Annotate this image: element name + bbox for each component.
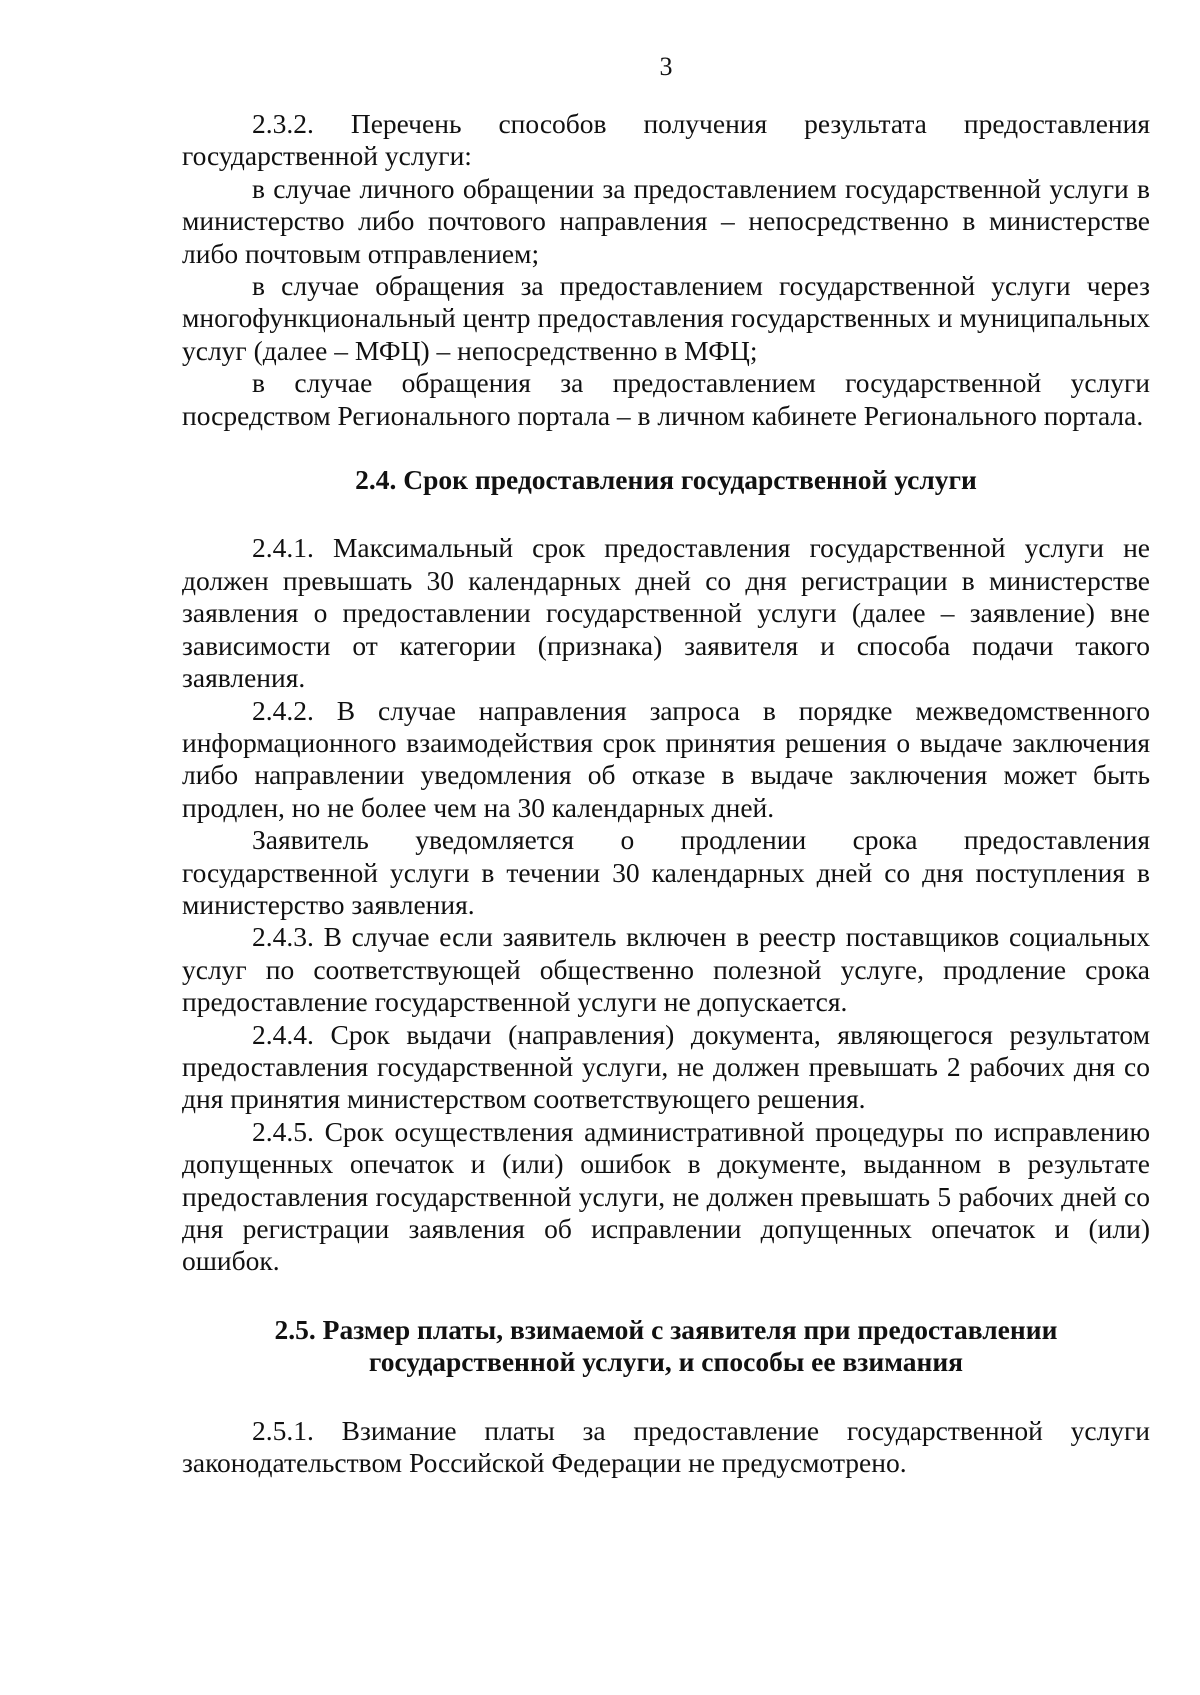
paragraph-extension-notice: Заявитель уведомляется о продлении срока предоставления государственной услуги в течении 30 календарных дней со дня поступления в министерство заявления. (182, 824, 1150, 920)
paragraph-2-4-4: 2.4.4. Срок выдачи (направления) документа, являющегося результатом предоставления государственной услуги, не должен превышать 2 рабочих дня со дня принятия министерством соответствующего решения. (182, 1018, 1150, 1115)
paragraph-2-4-1: 2.4.1. Максимальный срок предоставления государственной услуги не должен превышать 30 календарных дней со дня регистрации в министерстве заявления о предоставлении государственной услуги (далее – заявление) вне зависимости от категории (признака) заявителя и способа подачи такого заявления. (182, 532, 1150, 694)
section-heading-2-5-line2: государственной услуги, и способы ее взимания (368, 1346, 964, 1378)
paragraph-personal-visit: в случае личного обращении за предоставлением государственной услуги в министерство либо почтового направления – непосредственно в министерстве либо почтовым отправлением; (182, 172, 1150, 269)
document-body (182, 108, 1150, 1479)
paragraph-2-4-3: 2.4.3. В случае если заявитель включен в реестр поставщиков социальных услуг по соответствующей общественно полезной услуге, продление срока предоставление государственной услуги не допускается. (182, 921, 1150, 1018)
section-heading-2-5-line1: 2.5. Размер платы, взимаемой с заявителя при предоставлении (274, 1313, 1058, 1345)
paragraph-2-3-2: 2.3.2. Перечень способов получения результата предоставления государственной услуги: (182, 108, 1150, 172)
paragraph-mfc: в случае обращения за предоставлением государственной услуги через многофункциональный центр предоставления государственных и муниципальных услуг (далее – МФЦ) – непосредственно в МФЦ; (182, 270, 1150, 366)
paragraph-regional-portal: в случае обращения за предоставлением государственной услуги посредством Регионального портала – в личном кабинете Регионального портала. (182, 367, 1150, 431)
section-heading-2-5 (182, 1314, 1150, 1379)
paragraph-2-4-5: 2.4.5. Срок осуществления административной процедуры по исправлению допущенных опечаток и (или) ошибок в документе, выданном в результате предоставления государственной услуги, не должен превышать 5 рабочих дней со дня регистрации заявления об исправлении допущенных опечаток и (или) ошибок. (182, 1115, 1150, 1277)
section-heading-2-4: 2.4. Срок предоставления государственной услуги (355, 464, 977, 496)
page-number: 3 (659, 52, 673, 81)
paragraph-2-5-1: 2.5.1. Взимание платы за предоставление государственной услуги законодательством Российской Федерации не предусмотрено. (182, 1414, 1150, 1479)
paragraph-2-4-2: 2.4.2. В случае направления запроса в порядке межведомственного информационного взаимодействия срок принятия решения о выдаче заключения либо направлении уведомления об отказе в выдаче заключения может быть продлен, но не более чем на 30 календарных дней. (182, 694, 1150, 823)
